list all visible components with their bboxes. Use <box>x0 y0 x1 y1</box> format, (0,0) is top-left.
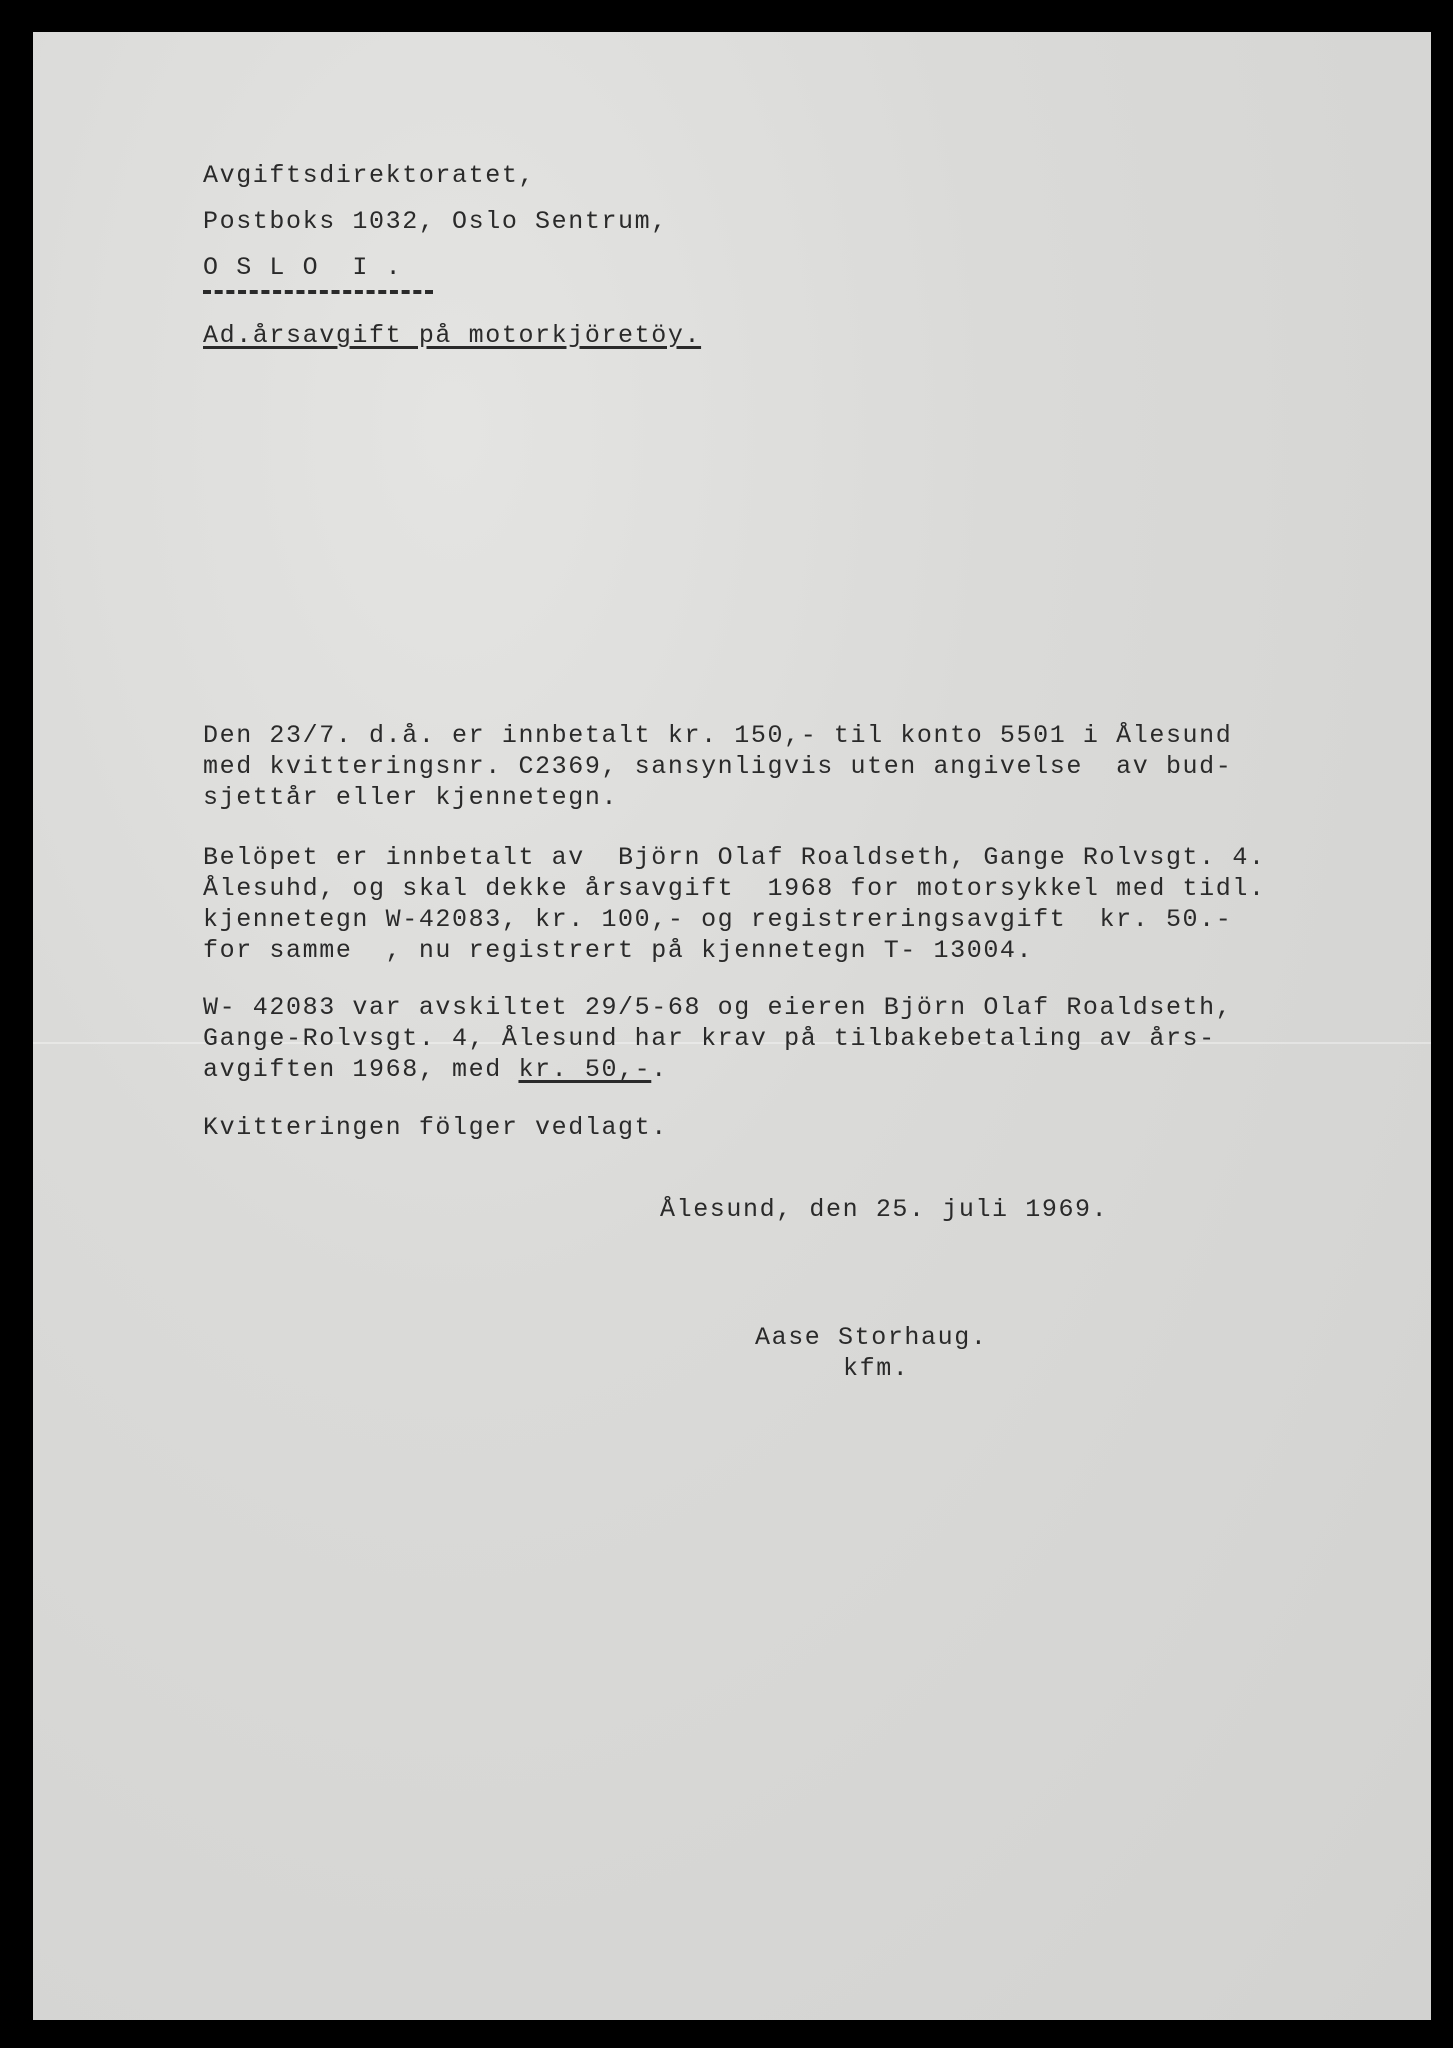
recipient-city: O S L O I . <box>203 253 403 282</box>
paragraph-line: Ålesuhd, og skal dekke årsavgift 1968 for motorsykkel med tidl. <box>203 874 1266 903</box>
subject-line: Ad.årsavgift på motorkjöretöy. <box>203 321 702 350</box>
paragraph-line: kjennetegn W-42083, kr. 100,- og registreringsavgift kr. 50.- <box>203 905 1233 934</box>
recipient-line: Avgiftsdirektoratet, <box>203 161 536 190</box>
paragraph-line <box>203 1056 668 1084</box>
paragraph-line: Den 23/7. d.å. er innbetalt kr. 150,- til konto 5501 i Ålesund <box>203 721 1233 750</box>
paragraph-line: sjettår eller kjennetegn. <box>203 783 619 812</box>
paragraph-line: W- 42083 var avskiltet 29/5-68 og eieren Björn Olaf Roaldseth, <box>203 993 1233 1022</box>
refund-amount: kr. 50,- <box>518 1055 652 1084</box>
punctuation: . <box>651 1055 668 1084</box>
paragraph-line: Kvitteringen fölger vedlagt. <box>203 1113 668 1142</box>
signature-name: Aase Storhaug. <box>755 1323 988 1352</box>
paragraph-line: for samme , nu registrert på kjennetegn T- 13004. <box>203 936 1034 965</box>
recipient-line: Postboks 1032, Oslo Sentrum, <box>203 207 668 236</box>
letter-page <box>33 32 1431 2020</box>
paragraph-text: avgiften 1968, med <box>203 1055 519 1084</box>
paragraph-line: med kvitteringsnr. C2369, sansynligvis uten angivelse av bud- <box>203 752 1233 781</box>
signature-title: kfm. <box>843 1354 910 1383</box>
city-dashed-underline <box>203 290 433 294</box>
paragraph-line: Belöpet er innbetalt av Björn Olaf Roaldseth, Gange Rolvsgt. 4. <box>203 843 1266 872</box>
paragraph-line: Gange-Rolvsgt. 4, Ålesund har krav på tilbakebetaling av års- <box>203 1024 1216 1053</box>
date-line: Ålesund, den 25. juli 1969. <box>660 1195 1109 1224</box>
